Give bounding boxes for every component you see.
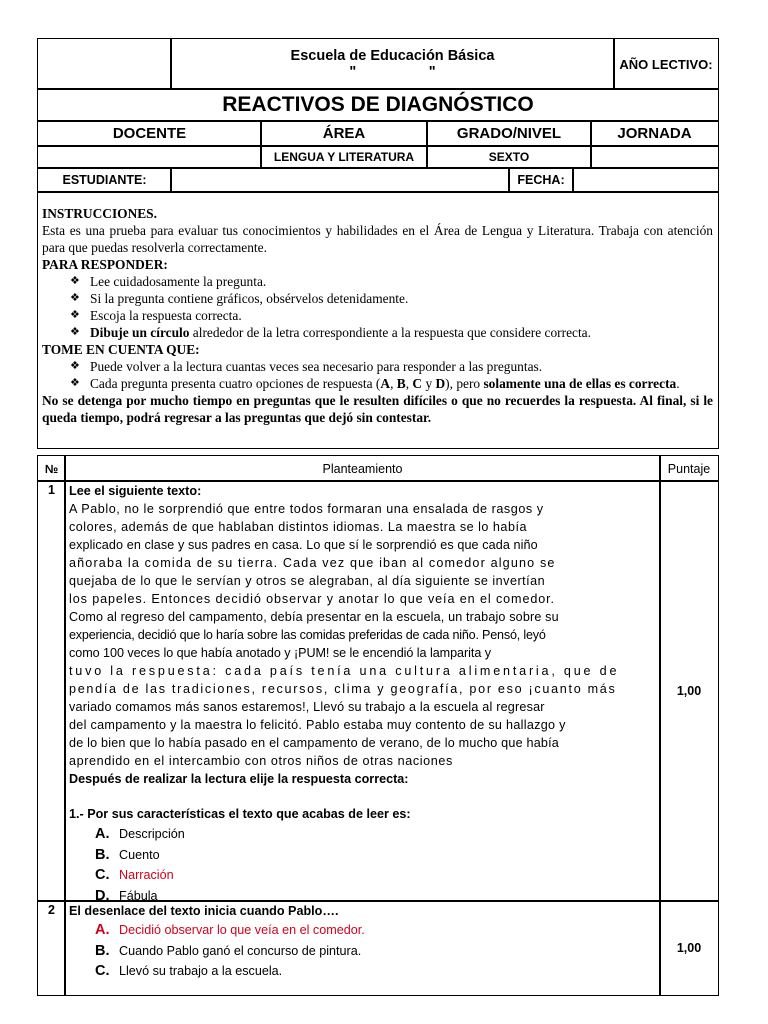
instructions-box [37, 191, 719, 449]
option-c[interactable] [69, 866, 656, 887]
instructions-intro: Esta es una prueba para evaluar tus conocimientos y habilidades en el Área de Lengua y Literatura. Trabaja con atención para que puedas resolverla correctamente. [42, 223, 713, 255]
passage-line: como 100 veces lo que había anotado y ¡PUM! se le encendió la lamparita y [69, 646, 491, 660]
option-text-highlighted: Decidió observar lo que veía en el comedor. [119, 923, 365, 937]
q2-content [64, 900, 661, 996]
school-cell [170, 38, 615, 90]
passage-line: tuvo la respuesta: cada país tenía una cultura alimentaria, que de [69, 664, 620, 678]
option-letter: A. [95, 826, 110, 842]
circle-instruction: Dibuje un círculo [90, 325, 190, 340]
jornada-value[interactable] [590, 145, 719, 169]
passage-line: quejaba de lo que le servían y otros se alegraban, al día siguiente se invertían [69, 574, 546, 588]
q1-content [64, 480, 661, 902]
passage-line: del campamento y la maestra lo felicitó. Pablo estaba muy contento de su hallazgo y [69, 718, 566, 732]
passage-line: Como al regreso del campamento, debía presentar en la escuela, un trabajo sobre su [69, 610, 559, 624]
col-docente: DOCENTE [37, 120, 262, 147]
col-jornada: JORNADA [590, 120, 719, 147]
note-list [42, 358, 713, 392]
passage-line: colores, además de que hablaban distintos idiomas. La maestra se lo había [69, 520, 527, 534]
respond-list [42, 273, 713, 341]
q1-instruction: Después de realizar la lectura elije la respuesta correcta: [69, 772, 409, 786]
list-item: ❖ Dibuje un círculo alrededor de la letra correspondiente a la respuesta que considere correcta. [90, 324, 713, 341]
docente-value[interactable] [37, 145, 262, 169]
grado-value: SEXTO [426, 145, 592, 169]
option-text: Fábula [119, 888, 158, 903]
q1-score: 1,00 [659, 480, 719, 902]
option-text: Llevó su trabajo a la escuela. [119, 964, 283, 978]
date-field[interactable] [572, 167, 719, 193]
final-note: No se detenga por mucho tiempo en preguntas que le resulten difíciles o que no recuerdes la respuesta. Al final, si le queda tiempo, podrá regresar a las preguntas que dejó sin contestar. [42, 393, 713, 425]
q2-question: El desenlace del texto inicia cuando Pablo…. [69, 904, 339, 918]
option-a[interactable] [69, 921, 656, 942]
option-text-highlighted: Narración [119, 868, 174, 882]
list-item: ❖ Si la pregunta contiene gráficos, obsérvelos detenidamente. [90, 290, 713, 307]
passage-line: los papeles. Entonces decidió observar y anotar lo que veía en el comedor. [69, 592, 555, 606]
passage-line: explicado en clase y sus padres en casa. Lo que sí le sorprendió es que cada niño [69, 538, 538, 552]
option-letter: A. [95, 922, 110, 938]
col-num-header: № [37, 455, 66, 482]
date-label: FECHA: [508, 167, 574, 193]
option-b[interactable] [69, 942, 656, 963]
note-title: TOME EN CUENTA QUE: [42, 342, 200, 357]
option-a[interactable] [69, 825, 656, 846]
col-grado: GRADO/NIVEL [426, 120, 592, 147]
option-letter: C. [95, 867, 110, 883]
q2-number: 2 [37, 900, 66, 996]
passage-line: variado comamos más sanos estaremos!, Llevó su trabajo a la escuela al regresar [69, 700, 545, 714]
option-text: Cuando Pablo ganó el concurso de pintura. [119, 943, 362, 958]
list-item: ❖ Cada pregunta presenta cuatro opciones de respuesta (A, B, C y D), pero solamente una de ellas es correcta. [90, 375, 713, 392]
col-puntaje-header: Puntaje [659, 455, 719, 482]
passage-line: aprendido en el intercambio con otros niños de otras naciones [69, 754, 453, 768]
option-letter: C. [95, 963, 110, 979]
passage-line: de lo bien que lo había pasado en el campamento de verano, de lo mucho que había [69, 736, 560, 750]
passage-line: añoraba la comida de su tierra. Cada vez que iban al comedor alguno se [69, 556, 556, 570]
list-item: ❖ Puede volver a la lectura cuantas veces sea necesario para responder a las preguntas. [90, 358, 713, 375]
passage-line: pendía de las tradiciones, recursos, clima y geografía, por eso ¡cuanto más [69, 682, 617, 696]
student-field[interactable] [170, 167, 510, 193]
q1-passage [69, 500, 656, 770]
year-label: AÑO LECTIVO: [613, 38, 719, 90]
q1-number: 1 [37, 480, 66, 902]
student-label: ESTUDIANTE: [37, 167, 172, 193]
option-letter: B. [95, 942, 110, 959]
option-text: Cuento [119, 847, 160, 862]
instructions-title: INSTRUCCIONES. [42, 206, 157, 221]
passage-line: A Pablo, no le sorprendió que entre todos formaran una ensalada de rasgos y [69, 502, 544, 516]
option-b[interactable] [69, 846, 656, 867]
header-logo-cell [37, 38, 172, 90]
option-letter: B. [95, 846, 110, 863]
option-c[interactable] [69, 962, 656, 983]
q2-score: 1,00 [659, 900, 719, 996]
q1-options [69, 825, 656, 907]
list-item: ❖ Lee cuidadosamente la pregunta. [90, 273, 713, 290]
q1-heading: Lee el siguiente texto: [69, 484, 202, 498]
school-name: Escuela de Educación Básica [290, 48, 495, 64]
option-text: Descripción [119, 827, 185, 841]
page-title: REACTIVOS DE DIAGNÓSTICO [37, 88, 719, 122]
area-value: LENGUA Y LITERATURA [260, 145, 428, 169]
list-item: ❖ Escoja la respuesta correcta. [90, 307, 713, 324]
respond-title: PARA RESPONDER: [42, 257, 168, 272]
q2-options [69, 921, 656, 983]
col-area: ÁREA [260, 120, 428, 147]
passage-line: experiencia, decidió que lo haría sobre las comidas preferidas de cada niño. Pensó, leyó [69, 628, 546, 642]
option-letter: D. [95, 887, 110, 904]
school-quotes: " " [349, 64, 436, 80]
q1-question: 1.- Por sus características el texto que acabas de leer es: [69, 807, 411, 821]
col-planteamiento-header: Planteamiento [64, 455, 661, 482]
